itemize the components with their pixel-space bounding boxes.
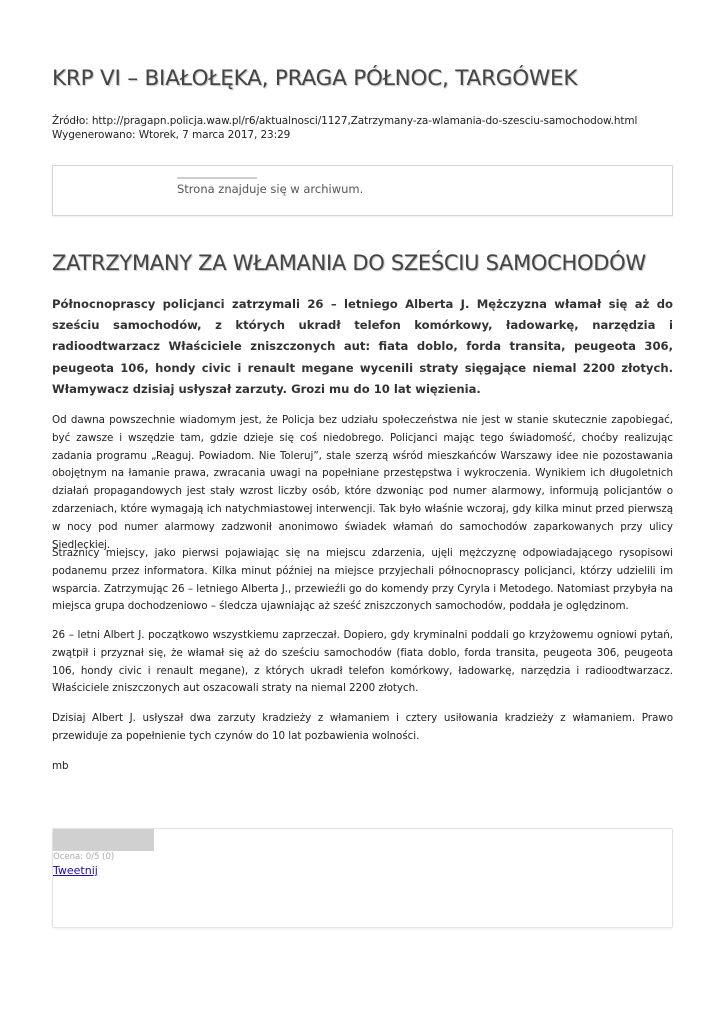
source-url-line: Źródło: http://pragapn.policja.waw.pl/r6/aktualnosci/1127,Zatrzymany-za-wlamania-do-szesciu-samochodow.html — [52, 115, 638, 127]
rating-stars-widget[interactable] — [53, 829, 154, 851]
archive-notice-box — [52, 165, 673, 216]
archive-divider — [177, 177, 257, 179]
tweet-link[interactable]: Tweetnij — [53, 864, 98, 877]
article-lead: Północnoprascy policjanci zatrzymali 26 – letniego Alberta J. Mężczyzna włamał się aż do sześciu samochodów, z których ukradł telefon komórkowy, ładowarkę, narzędzia i radioodtwarzacz Właściciele zniszczonych aut: fiata doblo, forda transita, peugeota 306, peugeota 106, hondy civic i renault megane wycenili straty sięgające niemal 2200 złotych. Włamywacz dzisiaj usłyszał zarzuty. Grozi mu do 10 lat więzienia. — [52, 297, 673, 396]
archive-notice-text: Strona znajduje się w archiwum. — [177, 182, 364, 196]
article-title: ZATRZYMANY ZA WŁAMANIA DO SZEŚCIU SAMOCHODÓW — [52, 251, 646, 275]
source-info — [52, 114, 637, 142]
article-paragraph-4: Dzisiaj Albert J. usłyszał dwa zarzuty kradzieży z włamaniem i cztery usiłowania kradzieży z włamaniem. Prawo przewiduje za popełnienie tych czynów do 10 lat pozbawienia wolności. — [52, 712, 673, 742]
article-paragraph-1: Od dawna powszechnie wiadomym jest, że Policja bez udziału społeczeństwa nie jest w stanie skutecznie zapobiegać, być zawsze i wszędzie tam, gdzie dzieje się coś niedobrego. Policjanci mając tego świadomość, choćby realizując zadania programu „Reaguj. Powiadom. Nie Toleruj”, stale szerzą wśród mieszkańców Warszawy idee nie pozostawania obojętnym na łamanie prawa, zwracania uwagi na popełniane przestępstwa i wykroczenia. Wynikiem ich długoletnich działań propagandowych jest stały wzrost liczby osób, które dzwoniąc pod numer alarmowy, informują policjantów o zdarzeniach, które wymagają ich natychmiastowej interwencji. Tak było właśnie wczoraj, gdy kilka minut przed pierwszą w nocy pod numer alarmowy zadzwonił anonimowo świadek włamań do samochodów zaparkowanych przy ulicy Siedleckiej. — [52, 414, 673, 551]
article-paragraph-2: Strażnicy miejscy, jako pierwsi pojawiając się na miejscu zdarzenia, ujęli mężczyznę odpowiadającego rysopisowi podanemu przez informatora. Kilka minut później na miejsce przyjechali północnoprascy policjanci, którzy udzielili im wsparcia. Zatrzymując 26 – letniego Alberta J., przewieźli go do komendy przy Cyryla i Metodego. Natomiast przybyła na miejsca grupa dochodzeniowo – śledcza ujawniając aż sześć zniszczonych samochodów, poddała je oględzinom. — [52, 547, 673, 613]
footer-box — [52, 828, 673, 928]
rating-label: Ocena: 0/5 (0) — [53, 852, 115, 862]
site-title: KRP VI – BIAŁOŁĘKA, PRAGA PÓŁNOC, TARGÓWEK — [52, 66, 578, 91]
article-author-signature: mb — [52, 760, 69, 772]
article-paragraph-3: 26 – letni Albert J. początkowo wszystkiemu zaprzeczał. Dopiero, gdy kryminalni poddali go krzyżowemu ogniowi pytań, zwątpił i przyznał się, że włamał się aż do sześciu samochodów (fiata doblo, forda transita, peugeota 306, peugeota 106, hondy civic i renault megane), z których ukradł telefon komórkowy, ładowarkę, narzędzia i radioodtwarzacz. Właściciele zniszczonych aut oszacowali straty na niemal 2200 złotych. — [52, 629, 673, 695]
generated-date-line: Wygenerowano: Wtorek, 7 marca 2017, 23:29 — [52, 129, 291, 141]
